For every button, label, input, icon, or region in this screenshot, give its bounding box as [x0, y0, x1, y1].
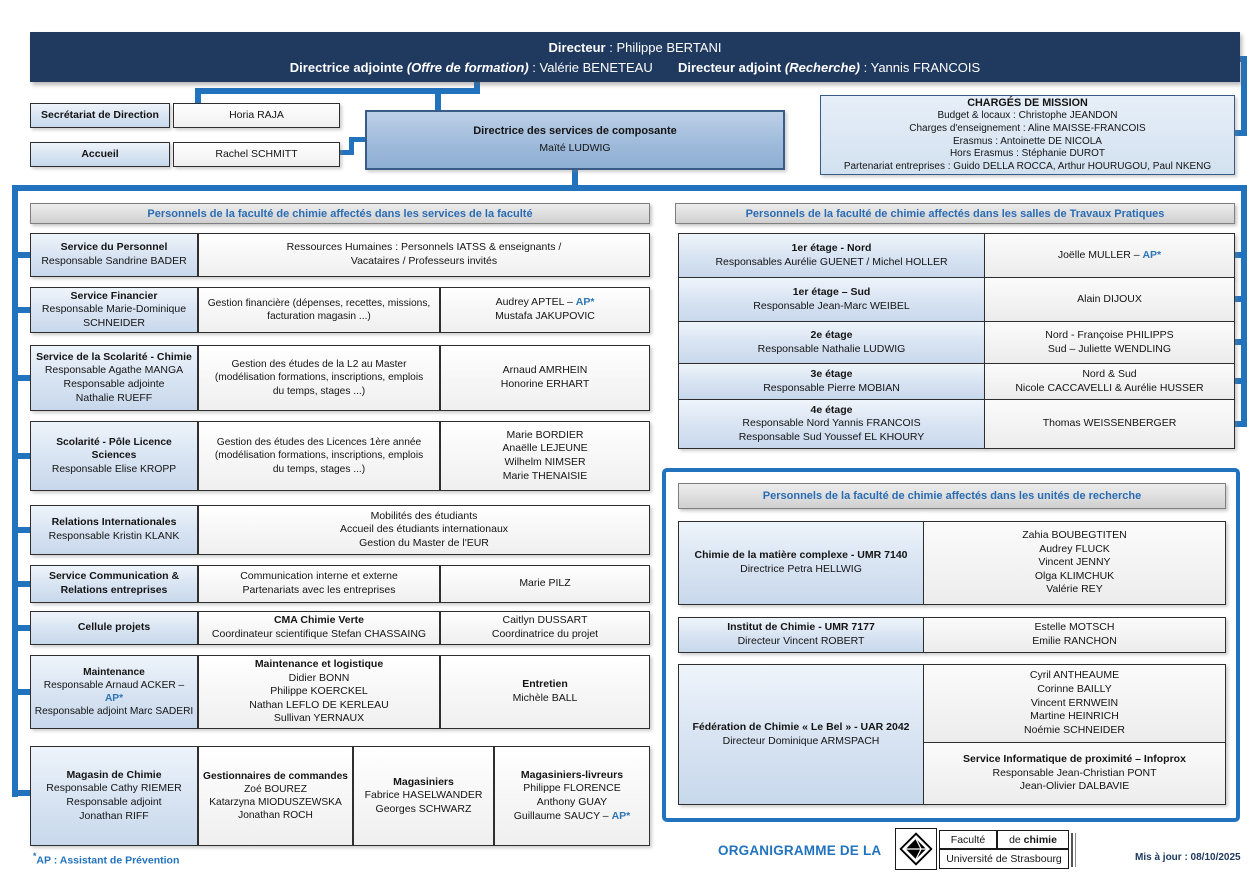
tp-row-label-box [678, 321, 985, 364]
separator: : [605, 39, 617, 55]
footnote-text: AP : Assistant de Prévention [36, 854, 180, 867]
person-name: Marie BORDIER Anaëlle LEJEUNE Wilhelm NIMSER Marie THENAISIE [502, 428, 588, 482]
person-name: Responsable Arnaud ACKER – [43, 679, 185, 691]
communication-label-box [30, 565, 198, 603]
connector-line [1241, 56, 1247, 136]
adjointe-role: (Offre de formation) [406, 59, 529, 75]
connector-line [12, 307, 32, 313]
charges-mission-box [820, 95, 1235, 175]
services-section-title: Personnels de la faculté de chimie affectés dans les services de la faculté [147, 207, 533, 220]
secretariat-label: Secrétariat de Direction [41, 108, 159, 121]
tp-lines: Responsables Aurélie GUENET / Michel HOLLER [715, 255, 948, 268]
direction-header-bar [30, 32, 1240, 82]
magasiniers-box [353, 746, 494, 846]
unit-lines: Directeur Dominique ARMSPACH [722, 734, 880, 747]
services-section-header [30, 203, 650, 224]
tp-row-value-box [984, 363, 1235, 400]
directrice-services-box [365, 110, 785, 170]
maintenance-label-box [30, 655, 198, 729]
connector-line [12, 625, 32, 631]
umr7140-label-box [678, 521, 924, 605]
adjoint-role: (Recherche) [784, 59, 861, 75]
service-title: Cellule projets [77, 621, 151, 634]
uar2042-people-box [923, 664, 1226, 743]
tp-title: 2e étage [810, 328, 853, 341]
cell-text: Gestion des études des Licences 1ère année (modélisation formations, inscriptions, emplois du temps, stages ...) [214, 437, 424, 475]
secretariat-label-box [30, 103, 170, 128]
person-name: Mustafa JAKUPOVIC [495, 310, 595, 322]
logo-text: Université de Strasbourg [946, 853, 1062, 865]
logo-text-de: de [1009, 833, 1024, 846]
person-name: Arnaud AMRHEIN Honorine ERHART [500, 364, 590, 390]
maintenance-team-box [198, 655, 440, 729]
ap-tag: AP* [611, 809, 631, 822]
cell-title: Entretien [522, 678, 568, 691]
director-label: Directeur [548, 39, 606, 55]
tp-title: 1er étage – Sud [792, 285, 871, 298]
umr7177-label-box [678, 617, 924, 653]
separator: : [860, 59, 871, 75]
scolarite-chimie-people-box [440, 345, 650, 411]
adjoint-name: Yannis FRANCOIS [870, 59, 981, 75]
service-financier-people-box [440, 287, 650, 333]
person-name: Estelle MOTSCH Emilie RANCHON [1032, 621, 1117, 647]
unit-title: Chimie de la matière complexe - UMR 7140 [694, 549, 908, 562]
service-lines: Responsable Agathe MANGA Responsable adjointe Nathalie RUEFF [44, 364, 184, 404]
tp-row-value-box [984, 277, 1235, 322]
cellule-projets-desc-box [198, 611, 440, 645]
connector-line [1241, 185, 1247, 427]
person-name: Guillaume SAUCY – [513, 809, 612, 822]
scolarite-chimie-desc-box [198, 345, 440, 411]
connector-line [435, 88, 441, 111]
charges-mission-title: CHARGÉS DE MISSION [967, 96, 1088, 109]
recherche-section-title: Personnels de la faculté de chimie affectés dans les unités de recherche [762, 490, 1142, 502]
tp-row-label-box [678, 363, 985, 400]
adjointe-name: Valérie BENETEAU [539, 59, 653, 75]
connector-line [12, 185, 18, 797]
director-line [549, 40, 722, 55]
relations-internationales-label-box [30, 505, 198, 555]
umr7140-people-box [923, 521, 1226, 605]
accueil-label-box [30, 142, 170, 167]
tp-lines: Responsable Nathalie LUDWIG [757, 342, 906, 355]
tp-lines: Responsable Pierre MOBIAN [763, 381, 900, 394]
service-personnel-content-box [198, 233, 650, 277]
directrice-title: Directrice des services de composante [473, 125, 677, 138]
person-name: Alain DIJOUX [1077, 292, 1142, 305]
pole-licence-people-box [440, 421, 650, 491]
cell-text: Ressources Humaines : Personnels IATSS & enseignants / Vacataires / Professeurs invités [286, 241, 562, 267]
adjoint-label: Directeur adjoint [677, 59, 785, 75]
person-line [34, 679, 194, 706]
diamond-icon [899, 832, 933, 866]
pole-licence-label-box [30, 421, 198, 491]
connector-line [12, 453, 32, 459]
cell-text: Mobilités des étudiants Accueil des étudiants internationaux Gestion du Master de l'EUR [339, 509, 509, 549]
person-name: Didier BONN Philippe KOERCKEL Nathan LEFLO DE KERLEAU Sullivan YERNAUX [249, 671, 389, 725]
unit-title: Institut de Chimie - UMR 7177 [727, 621, 875, 634]
service-financier-label-box [30, 287, 198, 333]
organigramme-caption [718, 843, 881, 858]
cell-text: Gestion des études de la L2 au Master (modélisation formations, inscriptions, emplois du temps, stages ...) [214, 359, 424, 397]
connector-line [12, 581, 32, 587]
person-name: Thomas WEISSENBERGER [1042, 417, 1177, 430]
service-lines: Responsable Elise KROPP [51, 463, 177, 475]
separator: : [528, 59, 540, 75]
cell-text: Coordinateur scientifique Stefan CHASSAING [211, 628, 427, 640]
person-name: Responsable Jean-Christian PONT Jean-Olivier DALBAVIE [992, 766, 1157, 793]
service-lines: Responsable Marie-Dominique SCHNEIDER [41, 303, 187, 329]
footnote-asterisk: * [33, 851, 37, 861]
ap-tag: AP* [104, 693, 124, 704]
recherche-section-header [678, 483, 1226, 509]
logo-univ-cell [939, 849, 1069, 869]
communication-desc-box [198, 565, 440, 603]
service-title: Maintenance [83, 666, 145, 678]
person-name: Nord - Françoise PHILIPPS Sud – Juliette WENDLING [1045, 328, 1174, 355]
unit-title: Fédération de Chimie « Le Bel » - UAR 2042 [692, 720, 910, 733]
communication-people-box [440, 565, 650, 603]
service-title: Relations Internationales [51, 516, 177, 529]
service-lines: Responsable Cathy RIEMER Responsable adjoint Jonathan RIFF [46, 782, 182, 822]
service-title: Service Communication & Relations entreprises [48, 570, 180, 596]
accueil-name: Rachel SCHMITT [215, 147, 298, 160]
logo-text-chimie: chimie [1023, 833, 1057, 846]
infoprox-box [923, 742, 1226, 805]
tp-row-label-box [678, 233, 985, 278]
tp-lines: Responsable Nord Yannis FRANCOIS Responsable Sud Youssef EL KHOURY [738, 417, 925, 443]
tp-row-label-box [678, 399, 985, 449]
service-lines: Responsable adjoint Marc SADERI [34, 706, 194, 718]
cell-title: CMA Chimie Verte [273, 614, 365, 627]
service-lines: Responsable Kristin KLANK [48, 530, 180, 542]
logo-bar [1071, 833, 1073, 867]
tp-row-value-box [984, 321, 1235, 364]
tp-row-value-box [984, 233, 1235, 278]
directrice-name: Maïté LUDWIG [539, 142, 611, 155]
tp-section-title: Personnels de la faculté de chimie affectés dans les salles de Travaux Pratiques [745, 207, 1165, 220]
entretien-box [440, 655, 650, 729]
secretariat-name: Horia RAJA [229, 108, 284, 121]
unistra-logo [895, 827, 1075, 873]
service-lines: Responsable Sandrine BADER [41, 255, 187, 267]
last-updated [1135, 852, 1241, 863]
service-title: Service Financier [70, 289, 158, 302]
connector-line [349, 137, 366, 142]
cell-title: Gestionnaires de commandes [203, 770, 348, 782]
unit-lines: Directrice Petra HELLWIG [740, 563, 862, 575]
connector-line [12, 185, 1247, 191]
person-name: Fabrice HASELWANDER Georges SCHWARZ [364, 789, 483, 815]
umr7177-people-box [923, 617, 1226, 653]
director-name: Philippe BERTANI [616, 39, 722, 55]
tp-row-label-box [678, 277, 985, 322]
person-name: Zoé BOUREZ Katarzyna MIODUSZEWSKA Jonathan ROCH [209, 783, 342, 822]
logo-faculte-cell [939, 830, 997, 849]
service-financier-desc-box [198, 287, 440, 333]
connector-line [12, 689, 32, 695]
tp-title: 3e étage [810, 367, 853, 380]
cell-title: Magasiniers [393, 775, 454, 788]
connector-line [12, 375, 32, 381]
service-title: Magasin de Chimie [66, 768, 162, 781]
logo-text: Faculté [950, 833, 986, 846]
unistra-diamond-icon [895, 828, 937, 870]
magasiniers-livreurs-box [494, 746, 650, 846]
person-line [496, 296, 595, 310]
logo-text [1009, 834, 1057, 846]
adjoints-line [290, 60, 980, 75]
service-personnel-label-box [30, 233, 198, 277]
secretariat-name-box [173, 103, 340, 128]
cellule-projets-people-box [440, 611, 650, 645]
logo-bar [1075, 833, 1076, 867]
person-line [1058, 249, 1161, 263]
connector-line [12, 527, 32, 533]
charges-mission-lines: Budget & locaux : Christophe JEANDON Charges d'enseignement : Aline MAISSE-FRANCOIS Erasmus : Antoinette DE NICOLA Hors Erasmus : Stéphanie DUROT Partenariat entreprises : Guido DELLA ROCCA, Arthur HOURUGOU, Paul NKENG [843, 110, 1212, 172]
cellule-projets-label-box [30, 611, 198, 645]
scolarite-chimie-label-box [30, 345, 198, 411]
person-name: Michèle BALL [512, 692, 578, 704]
accueil-label: Accueil [81, 147, 119, 160]
person-name: Nord & Sud Nicole CACCAVELLI & Aurélie HUSSER [1015, 367, 1204, 394]
person-name: Audrey APTEL – [495, 296, 576, 309]
person-name: Caitlyn DUSSART Coordinatrice du projet [491, 614, 599, 640]
service-title: Scolarité - Pôle Licence Sciences [56, 436, 172, 462]
cell-text: Gestion financière (dépenses, recettes, missions, facturation magasin ...) [207, 297, 431, 322]
cell-text: Communication interne et externe Partenariats avec les entreprises [240, 570, 398, 596]
tp-row-value-box [984, 399, 1235, 449]
cell-title: Maintenance et logistique [254, 657, 384, 670]
infoprox-title: Service Informatique de proximité – Infoprox [963, 753, 1186, 766]
person-name: Joëlle MULLER – [1057, 248, 1143, 261]
accueil-name-box [173, 142, 340, 167]
service-title: Service de la Scolarité - Chimie [36, 350, 192, 363]
person-line [514, 810, 631, 824]
unit-lines: Directeur Vincent ROBERT [737, 635, 865, 647]
pole-licence-desc-box [198, 421, 440, 491]
cell-title: Magasiniers-livreurs [520, 768, 624, 781]
ap-tag: AP* [575, 296, 595, 309]
tp-title: 1er étage - Nord [791, 241, 872, 254]
tp-section-header [675, 203, 1235, 224]
person-name: Marie PILZ [519, 577, 571, 590]
adjointe-label: Directrice adjointe [289, 59, 407, 75]
gestionnaires-commandes-box [198, 746, 353, 846]
service-title: Service du Personnel [60, 241, 168, 254]
logo-dechimie-cell [997, 830, 1069, 849]
connector-line [12, 790, 32, 796]
caption-text: ORGANIGRAMME DE LA [718, 843, 882, 858]
ap-footnote [33, 851, 179, 867]
magasin-label-box [30, 746, 198, 846]
connector-line [195, 88, 201, 104]
uar2042-label-box [678, 664, 924, 805]
person-name: Philippe FLORENCE Anthony GUAY [523, 782, 621, 808]
ap-tag: AP* [1142, 248, 1162, 261]
tp-title: 4e étage [810, 403, 853, 416]
relations-internationales-content-box [198, 505, 650, 555]
tp-lines: Responsable Jean-Marc WEIBEL [753, 299, 910, 312]
person-name: Cyril ANTHEAUME Corinne BAILLY Vincent ERNWEIN Martine HEINRICH Noémie SCHNEIDER [1024, 669, 1125, 736]
connector-line [12, 252, 32, 258]
person-name: Zahia BOUBEGTITEN Audrey FLUCK Vincent JENNY Olga KLIMCHUK Valérie REY [1022, 528, 1127, 596]
updated-text: Mis à jour : 08/10/2025 [1135, 852, 1241, 863]
